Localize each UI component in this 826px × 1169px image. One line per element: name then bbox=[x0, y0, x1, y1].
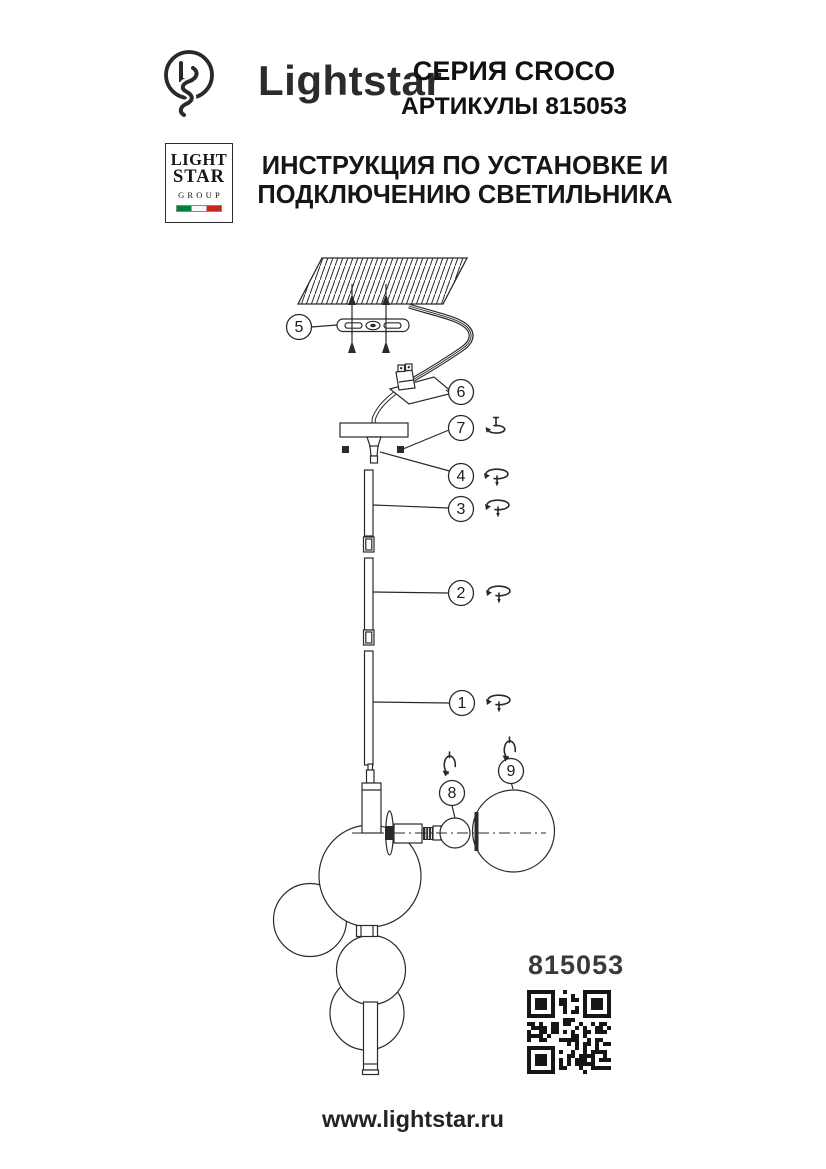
svg-text:4: 4 bbox=[456, 468, 466, 485]
glass-sphere bbox=[473, 790, 555, 872]
svg-text:1: 1 bbox=[457, 695, 467, 712]
screw-rotate-icon bbox=[486, 586, 510, 603]
rod-sections bbox=[364, 470, 375, 783]
document-title-line-1: ИНСТРУКЦИЯ ПО УСТАНОВКЕ И bbox=[261, 152, 669, 180]
svg-text:8: 8 bbox=[447, 785, 457, 802]
document-title-line-2: ПОДКЛЮЧЕНИЮ СВЕТИЛЬНИКА bbox=[257, 181, 673, 209]
qr-code bbox=[527, 990, 611, 1074]
screw-rotate-icon bbox=[486, 695, 510, 712]
terminal-block bbox=[390, 364, 453, 404]
sphere-neck-ring bbox=[475, 812, 479, 851]
finial-rotate-icon bbox=[486, 418, 505, 434]
callout-lamp-bulb bbox=[440, 781, 465, 806]
svg-text:9: 9 bbox=[506, 763, 516, 780]
svg-text:3: 3 bbox=[456, 501, 466, 518]
badge-line-1: LIGHT bbox=[170, 150, 228, 169]
callout-rod-lower bbox=[450, 691, 475, 716]
callout-ceiling-canopy bbox=[449, 416, 474, 441]
callout-mounting-bracket bbox=[287, 315, 312, 340]
mains-wire bbox=[409, 306, 471, 379]
badge-line-2: STAR bbox=[173, 167, 225, 187]
ceiling-surface bbox=[298, 258, 467, 304]
svg-text:6: 6 bbox=[456, 384, 466, 401]
series-title: СЕРИЯ CROCO bbox=[412, 56, 616, 86]
mounting-bracket bbox=[337, 317, 409, 334]
article-number: 815053 bbox=[528, 950, 625, 980]
callout-canopy-coupler bbox=[449, 464, 474, 489]
website-url: www.lightstar.ru bbox=[322, 1106, 504, 1132]
badge-line-3: GROUP bbox=[178, 190, 223, 200]
brand-wordmark: Lightstar bbox=[258, 57, 443, 104]
svg-text:7: 7 bbox=[456, 420, 466, 437]
series-article-line: АРТИКУЛЫ 815053 bbox=[401, 93, 627, 120]
callout-rod-upper bbox=[449, 497, 474, 522]
callout-rod-middle bbox=[449, 581, 474, 606]
axis-spin-icon bbox=[443, 752, 456, 777]
axis-spin-icon bbox=[503, 737, 516, 762]
glass-sphere-cluster bbox=[274, 825, 422, 1075]
screw-rotate-icon bbox=[484, 469, 508, 486]
svg-text:5: 5 bbox=[294, 319, 304, 336]
svg-text:2: 2 bbox=[456, 585, 466, 602]
callout-terminal-block bbox=[449, 380, 474, 405]
screw-rotate-icon bbox=[485, 500, 509, 517]
callout-glass-sphere bbox=[499, 759, 524, 784]
